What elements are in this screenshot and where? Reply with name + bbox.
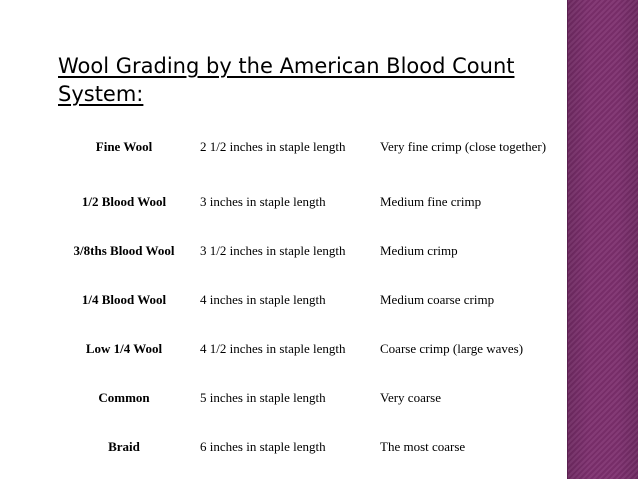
staple-length-cell: 3 inches in staple length [200,194,326,209]
crimp-cell: Medium coarse crimp [380,291,495,307]
grade-cell: Fine Wool [95,139,153,154]
grade-cell: 3/8ths Blood Wool [73,242,175,258]
table-row [58,116,560,178]
crimp-cell: Very fine crimp (close together) [380,139,547,154]
table-row [58,324,560,373]
grade-cell: Braid [108,438,140,454]
staple-length-cell: 4 1/2 inches in staple length [200,340,346,356]
table-row [58,178,560,226]
staple-length-cell: 5 inches in staple length [200,389,326,405]
staple-length-cell: 3 1/2 inches in staple length [200,242,346,258]
table-row [58,226,560,275]
slide-title [58,52,528,108]
decorative-side-bar [568,0,638,479]
crimp-cell: The most coarse [380,438,466,454]
grade-cell: Common [98,389,150,405]
staple-length-cell: 6 inches in staple length [200,438,326,454]
slide-title-text: Wool Grading by the American Blood Count System: [58,54,515,106]
wool-grading-table [58,116,560,471]
crimp-cell: Medium crimp [380,242,458,258]
table-row [58,422,560,471]
crimp-cell: Very coarse [380,389,441,405]
grade-cell: 1/2 Blood Wool [81,194,167,209]
grade-cell: Low 1/4 Wool [85,340,163,356]
table-row [58,275,560,324]
crimp-cell: Coarse crimp (large waves) [380,340,524,356]
grade-cell: 1/4 Blood Wool [81,291,167,307]
staple-length-cell: 4 inches in staple length [200,291,326,307]
table-row [58,373,560,422]
crimp-cell: Medium fine crimp [380,194,482,209]
staple-length-cell: 2 1/2 inches in staple length [200,139,346,154]
